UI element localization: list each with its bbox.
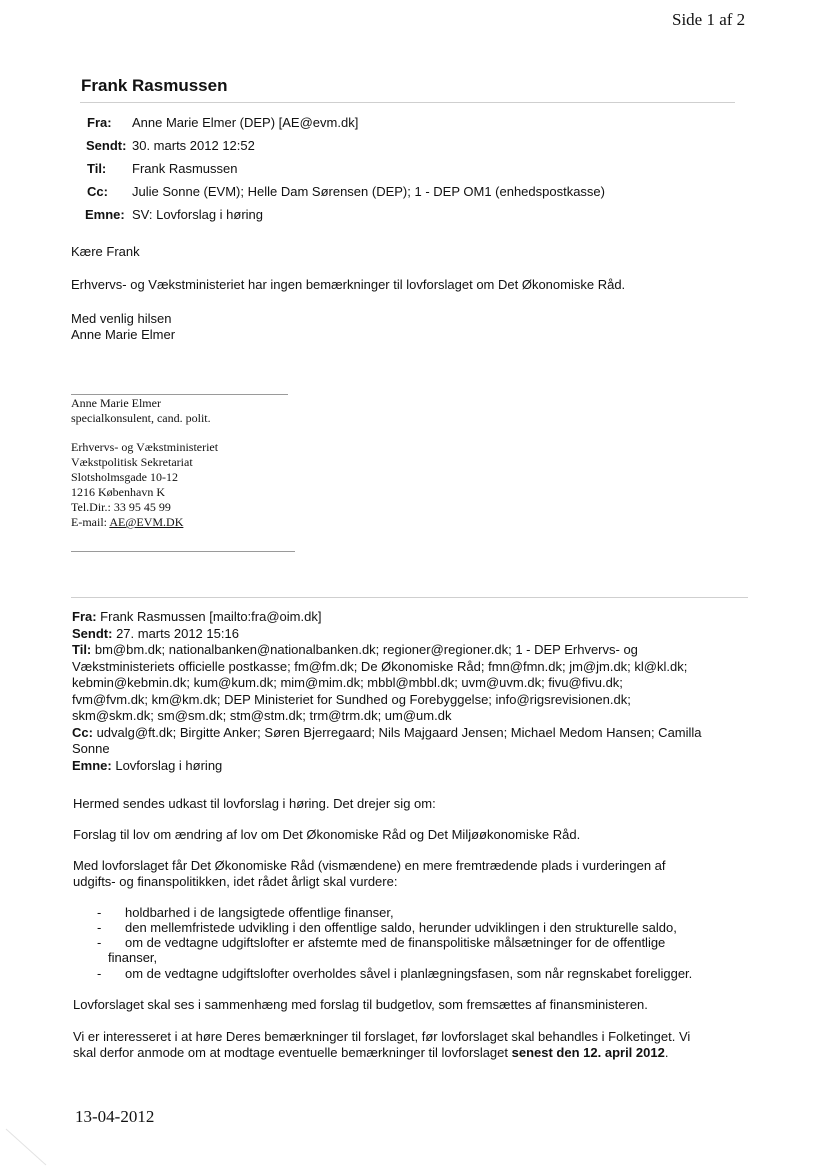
original-p5-line: Vi er interesseret i at høre Deres bemærkninger til forslaget, før lovforslaget skal behandles i Folketinget. Vi — [73, 1029, 691, 1044]
page-number: Side 1 af 2 — [672, 10, 746, 29]
signature-top-rule — [71, 394, 288, 395]
signature-email-label: E-mail: — [71, 515, 110, 529]
closing-name: Anne Marie Elmer — [71, 327, 176, 342]
original-to-line: kebmin@kebmin.dk; kum@kum.dk; mim@mim.dk; mbbl@mbbl.dk; uvm@uvm.dk; fivu@fivu.dk; — [72, 675, 623, 690]
signature-city: 1216 København K — [71, 485, 165, 499]
stamp-date: 13-04-2012 — [75, 1107, 155, 1126]
original-p5-line2 — [73, 1045, 690, 1061]
original-p1: Hermed sendes udkast til lovforslag i høring. Det drejer sig om: — [73, 796, 436, 811]
greeting: Kære Frank — [71, 244, 140, 259]
sender-heading: Frank Rasmussen — [81, 76, 228, 95]
original-sent-row — [72, 626, 752, 643]
signature-block — [71, 396, 218, 530]
sent-value: 30. marts 2012 12:52 — [132, 138, 255, 153]
to-value: Frank Rasmussen — [132, 161, 238, 176]
original-p2: Forslag til lov om ændring af lov om Det Økonomiske Råd og Det Miljøøkonomiske Råd. — [73, 827, 581, 842]
original-from-value: Frank Rasmussen [mailto:fra@oim.dk] — [96, 609, 322, 624]
cc-value: Julie Sonne (EVM); Helle Dam Sørensen (DEP); 1 - DEP OM1 (enhedspostkasse) — [132, 184, 605, 199]
bullet-text: om de vedtagne udgiftslofter overholdes såvel i planlægningsfasen, som når regnskabet foreligger. — [125, 966, 693, 981]
signature-email-link[interactable]: AE@EVM.DK — [109, 515, 184, 529]
subject-label: Emne: — [85, 207, 125, 222]
original-subject-row — [72, 758, 752, 775]
signature-title: specialkonsulent, cand. polit. — [71, 411, 211, 425]
original-to-line: bm@bm.dk; nationalbanken@nationalbanken.dk; regioner@regioner.dk; 1 - DEP Erhvervs- og — [91, 642, 638, 657]
scan-corner-mark — [0, 1125, 60, 1169]
signature-bottom-rule — [71, 551, 295, 552]
original-to-row — [72, 642, 752, 659]
original-p5-text: skal derfor anmode om at modtage eventuelle bemærkninger til lovforslaget — [73, 1045, 512, 1060]
original-to-line: Vækstministeriets officielle postkasse; fm@fm.dk; De Økonomiske Råd; fmn@fmn.dk; jm@jm.dk; kl@kl.dk; — [72, 658, 688, 674]
bullet-dash: - — [97, 966, 102, 981]
reply-message: Erhvervs- og Vækstministeriet har ingen bemærkninger til lovforslaget om Det Økonomiske Råd. — [71, 277, 626, 292]
original-to-label: Til: — [72, 642, 92, 657]
signature-phone: Tel.Dir.: 33 95 45 99 — [71, 500, 171, 514]
original-cc-label: Cc: — [72, 724, 93, 740]
signature-name: Anne Marie Elmer — [71, 396, 161, 410]
original-to-line: skm@skm.dk; sm@sm.dk; stm@stm.dk; trm@trm.dk; um@um.dk — [72, 708, 452, 723]
closing: Med venlig hilsen — [71, 311, 172, 326]
from-value: Anne Marie Elmer (DEP) [AE@evm.dk] — [132, 115, 359, 130]
bullet-text: finanser, — [108, 950, 158, 965]
signature-ministry: Erhvervs- og Vækstministeriet — [71, 440, 219, 454]
bullet-dash: - — [97, 935, 102, 950]
original-cc-row — [72, 725, 752, 742]
original-header — [72, 609, 752, 774]
original-subject-label: Emne: — [72, 757, 112, 773]
original-cc-line: udvalg@ft.dk; Birgitte Anker; Søren Bjerregaard; Nils Majgaard Jensen; Michael Medom Hansen; Camilla — [92, 724, 702, 740]
original-p3-line: Med lovforslaget får Det Økonomiske Råd (vismændene) en mere fremtrædende plads i vurderingen af — [73, 858, 666, 873]
original-p5 — [73, 1029, 690, 1061]
to-label: Til: — [87, 161, 107, 176]
heading-divider — [80, 102, 735, 103]
original-subject-value: Lovforslag i høring — [111, 757, 223, 773]
original-from-label: Fra: — [72, 609, 97, 624]
from-label: Fra: — [87, 115, 112, 130]
bullet-text: den mellemfristede udvikling i den offentlige saldo, herunder udviklingen i den strukturelle saldo, — [125, 920, 677, 935]
bullet-dash: - — [97, 905, 102, 920]
original-p5-end: . — [664, 1045, 669, 1060]
original-to-line: fvm@fvm.dk; km@km.dk; DEP Ministeriet for Sundhed og Forebyggelse; info@rigsrevisionen.dk; — [72, 691, 631, 707]
bullet-dash: - — [97, 920, 102, 935]
bullet-text: holdbarhed i de langsigtede offentlige finanser, — [125, 905, 394, 920]
original-p3 — [73, 858, 666, 890]
original-p4: Lovforslaget skal ses i sammenhæng med forslag til budgetlov, som fremsættes af finansministeren. — [73, 997, 648, 1012]
cc-label: Cc: — [87, 184, 108, 199]
original-cc-line: Sonne — [72, 741, 110, 756]
deadline: senest den 12. april 2012 — [511, 1045, 665, 1060]
subject-value: SV: Lovforslag i høring — [132, 207, 264, 222]
bullet-text: om de vedtagne udgiftslofter er afstemte med de finanspolitiske målsætninger for de offentlige — [125, 935, 666, 950]
quoted-divider — [71, 597, 748, 598]
sent-label: Sendt: — [86, 138, 127, 153]
original-sent-value: 27. marts 2012 15:16 — [112, 625, 239, 641]
signature-email-row — [71, 515, 218, 530]
original-p3-line: udgifts- og finanspolitikken, idet rådet årligt skal vurdere: — [73, 874, 398, 889]
original-sent-label: Sendt: — [72, 625, 113, 641]
original-from-row — [72, 609, 752, 626]
signature-department: Vækstpolitisk Sekretariat — [71, 455, 193, 469]
signature-street: Slotsholmsgade 10-12 — [71, 470, 178, 484]
